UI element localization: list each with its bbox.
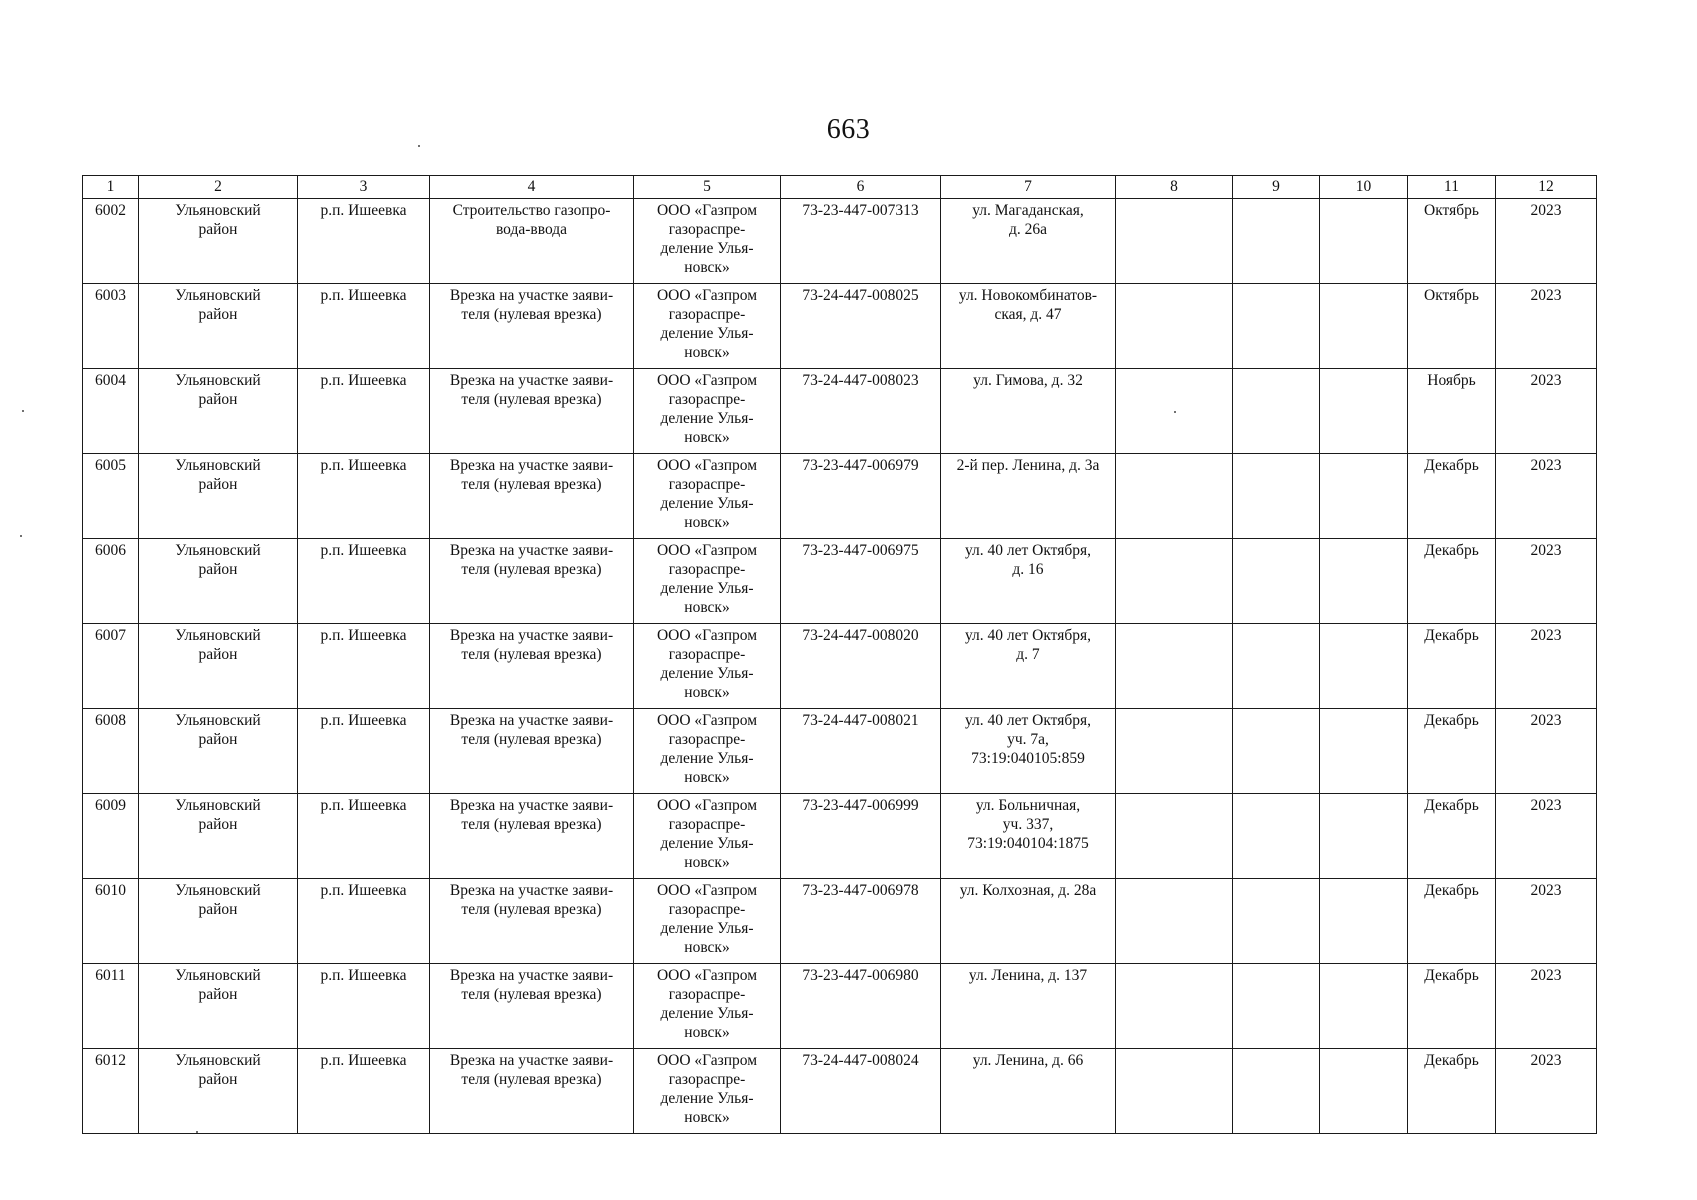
column-10-cell (1320, 284, 1408, 369)
district-cell-text: Ульяновский район (175, 967, 261, 1003)
row-number-cell-text: 6009 (95, 797, 126, 814)
row-number-cell-text: 6011 (95, 967, 126, 984)
row-number-cell-text: 6008 (95, 712, 126, 729)
locality-cell-text: р.п. Ишеевка (320, 1052, 407, 1069)
column-number-row (83, 176, 1597, 199)
object-code-cell-text: 73-24-447-008024 (802, 1052, 919, 1069)
object-code-cell (781, 709, 941, 794)
row-number-cell-text: 6003 (95, 287, 126, 304)
district-cell-text: Ульяновский район (175, 627, 261, 663)
work-type-cell-text: Врезка на участке заяви- теля (нулевая врезка) (449, 542, 614, 578)
work-type-cell (430, 879, 634, 964)
row-number-cell-text: 6006 (95, 542, 126, 559)
district-cell-text: Ульяновский район (175, 1052, 261, 1088)
year-cell-text: 2023 (1530, 967, 1562, 984)
column-8-cell (1116, 454, 1233, 539)
organization-cell-text: ООО «Газпром газораспре- деление Улья- новск» (656, 627, 758, 701)
column-8-cell (1116, 794, 1233, 879)
row-number-cell (83, 199, 139, 284)
row-number-cell (83, 454, 139, 539)
column-header: 1 (83, 176, 139, 199)
column-10-cell (1320, 879, 1408, 964)
table-body (83, 199, 1597, 1134)
column-10-cell (1320, 369, 1408, 454)
year-cell (1496, 454, 1597, 539)
work-type-cell (430, 369, 634, 454)
district-cell-text: Ульяновский район (175, 797, 261, 833)
work-type-cell-text: Врезка на участке заяви- теля (нулевая врезка) (449, 627, 614, 663)
scan-speck (20, 535, 22, 537)
column-9-cell (1233, 879, 1320, 964)
address-cell-text: ул. Магаданская, д. 26а (972, 202, 1084, 238)
district-cell-text: Ульяновский район (175, 882, 261, 918)
locality-cell (298, 964, 430, 1049)
district-cell (139, 709, 298, 794)
year-cell (1496, 369, 1597, 454)
work-type-cell-text: Врезка на участке заяви- теля (нулевая врезка) (449, 457, 614, 493)
locality-cell (298, 284, 430, 369)
month-cell-text: Октябрь (1424, 287, 1479, 304)
address-cell-text: ул. 40 лет Октября, д. 16 (964, 542, 1092, 578)
row-number-cell (83, 794, 139, 879)
district-cell-text: Ульяновский район (175, 372, 261, 408)
page-number: 663 (826, 114, 871, 145)
locality-cell (298, 709, 430, 794)
object-code-cell-text: 73-24-447-008023 (802, 372, 919, 389)
column-8-cell (1116, 879, 1233, 964)
column-9-cell (1233, 539, 1320, 624)
object-code-cell-text: 73-24-447-008025 (802, 287, 919, 304)
work-type-cell-text: Врезка на участке заяви- теля (нулевая врезка) (449, 967, 614, 1003)
year-cell-text: 2023 (1530, 287, 1562, 304)
object-code-cell-text: 73-23-447-007313 (802, 202, 919, 219)
table-row (83, 709, 1597, 794)
year-cell (1496, 199, 1597, 284)
row-number-cell-text: 6010 (95, 882, 126, 899)
object-code-cell-text: 73-24-447-008021 (802, 712, 919, 729)
column-9-cell (1233, 199, 1320, 284)
organization-cell-text: ООО «Газпром газораспре- деление Улья- новск» (656, 967, 758, 1041)
table-row (83, 284, 1597, 369)
object-code-cell (781, 794, 941, 879)
column-10-cell (1320, 964, 1408, 1049)
column-9-cell (1233, 454, 1320, 539)
year-cell-text: 2023 (1530, 202, 1562, 219)
column-header: 8 (1116, 176, 1233, 199)
organization-cell-text: ООО «Газпром газораспре- деление Улья- новск» (656, 202, 758, 276)
work-type-cell (430, 709, 634, 794)
column-9-cell (1233, 284, 1320, 369)
work-type-cell-text: Врезка на участке заяви- теля (нулевая врезка) (449, 372, 614, 408)
month-cell-text: Декабрь (1424, 797, 1479, 814)
address-cell (941, 539, 1116, 624)
address-cell (941, 1049, 1116, 1134)
organization-cell (634, 539, 781, 624)
organization-cell-text: ООО «Газпром газораспре- деление Улья- новск» (656, 542, 758, 616)
month-cell (1408, 539, 1496, 624)
district-cell (139, 964, 298, 1049)
column-8-cell (1116, 1049, 1233, 1134)
address-cell-text: ул. Больничная, уч. 337, 73:19:040104:1875 (967, 797, 1089, 852)
organization-cell (634, 1049, 781, 1134)
object-code-cell (781, 879, 941, 964)
month-cell (1408, 794, 1496, 879)
month-cell-text: Декабрь (1424, 627, 1479, 644)
organization-cell (634, 624, 781, 709)
district-cell-text: Ульяновский район (175, 202, 261, 238)
column-10-cell (1320, 539, 1408, 624)
locality-cell (298, 454, 430, 539)
object-code-cell (781, 624, 941, 709)
column-10-cell (1320, 709, 1408, 794)
year-cell (1496, 794, 1597, 879)
scan-speck (418, 145, 420, 147)
object-code-cell (781, 284, 941, 369)
column-header: 2 (139, 176, 298, 199)
work-type-cell-text: Врезка на участке заяви- теля (нулевая врезка) (449, 1052, 614, 1088)
table-row (83, 199, 1597, 284)
address-cell (941, 369, 1116, 454)
month-cell (1408, 1049, 1496, 1134)
year-cell-text: 2023 (1530, 457, 1562, 474)
row-number-cell (83, 964, 139, 1049)
organization-cell (634, 879, 781, 964)
scan-speck (196, 1131, 198, 1133)
district-cell-text: Ульяновский район (175, 542, 261, 578)
object-code-cell (781, 454, 941, 539)
work-type-cell (430, 624, 634, 709)
organization-cell (634, 284, 781, 369)
month-cell-text: Декабрь (1424, 542, 1479, 559)
row-number-cell (83, 539, 139, 624)
scan-speck (22, 410, 24, 412)
row-number-cell (83, 369, 139, 454)
object-code-cell-text: 73-23-447-006999 (802, 797, 919, 814)
address-cell (941, 964, 1116, 1049)
column-9-cell (1233, 964, 1320, 1049)
table-row (83, 624, 1597, 709)
object-code-cell-text: 73-23-447-006979 (802, 457, 919, 474)
locality-cell-text: р.п. Ишеевка (320, 882, 407, 899)
district-cell (139, 199, 298, 284)
address-cell (941, 284, 1116, 369)
work-type-cell (430, 454, 634, 539)
month-cell-text: Октябрь (1424, 202, 1479, 219)
organization-cell (634, 964, 781, 1049)
month-cell (1408, 454, 1496, 539)
column-8-cell (1116, 539, 1233, 624)
locality-cell-text: р.п. Ишеевка (320, 542, 407, 559)
district-cell (139, 284, 298, 369)
year-cell (1496, 1049, 1597, 1134)
object-code-cell (781, 369, 941, 454)
address-cell-text: 2-й пер. Ленина, д. 3а (956, 457, 1100, 474)
address-cell-text: ул. Ленина, д. 66 (972, 1052, 1084, 1069)
scan-speck (1174, 411, 1176, 413)
district-cell-text: Ульяновский район (175, 287, 261, 323)
locality-cell-text: р.п. Ишеевка (320, 797, 407, 814)
month-cell-text: Ноябрь (1427, 372, 1476, 389)
object-code-cell-text: 73-23-447-006978 (802, 882, 919, 899)
work-type-cell-text: Врезка на участке заяви- теля (нулевая врезка) (449, 797, 614, 833)
column-header: 7 (941, 176, 1116, 199)
locality-cell-text: р.п. Ишеевка (320, 627, 407, 644)
row-number-cell (83, 624, 139, 709)
locality-cell-text: р.п. Ишеевка (320, 287, 407, 304)
year-cell-text: 2023 (1530, 1052, 1562, 1069)
column-header: 10 (1320, 176, 1408, 199)
row-number-cell (83, 879, 139, 964)
year-cell (1496, 284, 1597, 369)
month-cell (1408, 624, 1496, 709)
year-cell-text: 2023 (1530, 882, 1562, 899)
column-9-cell (1233, 1049, 1320, 1134)
organization-cell (634, 709, 781, 794)
column-10-cell (1320, 199, 1408, 284)
district-cell (139, 1049, 298, 1134)
address-cell (941, 709, 1116, 794)
district-cell (139, 794, 298, 879)
locality-cell (298, 1049, 430, 1134)
column-10-cell (1320, 454, 1408, 539)
organization-cell-text: ООО «Газпром газораспре- деление Улья- новск» (656, 457, 758, 531)
year-cell-text: 2023 (1530, 797, 1562, 814)
row-number-cell (83, 1049, 139, 1134)
object-code-cell (781, 1049, 941, 1134)
register-table (82, 175, 1597, 1134)
column-header: 3 (298, 176, 430, 199)
organization-cell-text: ООО «Газпром газораспре- деление Улья- новск» (656, 372, 758, 446)
column-8-cell (1116, 199, 1233, 284)
work-type-cell-text: Строительство газопро- вода-ввода (452, 202, 611, 238)
column-8-cell (1116, 709, 1233, 794)
organization-cell-text: ООО «Газпром газораспре- деление Улья- новск» (656, 1052, 758, 1126)
organization-cell (634, 199, 781, 284)
work-type-cell (430, 794, 634, 879)
address-cell (941, 624, 1116, 709)
month-cell-text: Декабрь (1424, 882, 1479, 899)
work-type-cell (430, 284, 634, 369)
locality-cell (298, 539, 430, 624)
row-number-cell-text: 6012 (95, 1052, 126, 1069)
year-cell (1496, 964, 1597, 1049)
locality-cell-text: р.п. Ишеевка (320, 712, 407, 729)
object-code-cell-text: 73-23-447-006975 (802, 542, 919, 559)
row-number-cell (83, 709, 139, 794)
column-9-cell (1233, 794, 1320, 879)
organization-cell-text: ООО «Газпром газораспре- деление Улья- новск» (656, 882, 758, 956)
year-cell-text: 2023 (1530, 372, 1562, 389)
district-cell-text: Ульяновский район (175, 457, 261, 493)
address-cell-text: ул. Новокомбинатов- ская, д. 47 (958, 287, 1098, 323)
address-cell-text: ул. Колхозная, д. 28а (959, 882, 1097, 899)
work-type-cell (430, 964, 634, 1049)
address-cell (941, 454, 1116, 539)
row-number-cell (83, 284, 139, 369)
month-cell-text: Декабрь (1424, 712, 1479, 729)
work-type-cell (430, 199, 634, 284)
address-cell-text: ул. Гимова, д. 32 (973, 372, 1083, 389)
column-header: 11 (1408, 176, 1496, 199)
column-header: 12 (1496, 176, 1597, 199)
month-cell-text: Декабрь (1424, 457, 1479, 474)
object-code-cell-text: 73-24-447-008020 (802, 627, 919, 644)
locality-cell (298, 794, 430, 879)
month-cell (1408, 284, 1496, 369)
district-cell (139, 539, 298, 624)
organization-cell (634, 454, 781, 539)
table-row (83, 539, 1597, 624)
object-code-cell-text: 73-23-447-006980 (802, 967, 919, 984)
column-9-cell (1233, 369, 1320, 454)
year-cell (1496, 539, 1597, 624)
locality-cell (298, 879, 430, 964)
locality-cell-text: р.п. Ишеевка (320, 967, 407, 984)
address-cell-text: ул. 40 лет Октября, д. 7 (964, 627, 1092, 663)
table-row (83, 879, 1597, 964)
table-row (83, 964, 1597, 1049)
address-cell (941, 794, 1116, 879)
object-code-cell (781, 199, 941, 284)
month-cell-text: Декабрь (1424, 1052, 1479, 1069)
row-number-cell-text: 6002 (95, 202, 126, 219)
work-type-cell (430, 539, 634, 624)
row-number-cell-text: 6005 (95, 457, 126, 474)
organization-cell-text: ООО «Газпром газораспре- деление Улья- новск» (656, 712, 758, 786)
month-cell (1408, 199, 1496, 284)
year-cell-text: 2023 (1530, 712, 1562, 729)
work-type-cell-text: Врезка на участке заяви- теля (нулевая врезка) (449, 712, 614, 748)
object-code-cell (781, 964, 941, 1049)
district-cell-text: Ульяновский район (175, 712, 261, 748)
address-cell-text: ул. Ленина, д. 137 (968, 967, 1088, 984)
address-cell (941, 199, 1116, 284)
table-row (83, 454, 1597, 539)
organization-cell (634, 369, 781, 454)
year-cell-text: 2023 (1530, 627, 1562, 644)
column-8-cell (1116, 964, 1233, 1049)
month-cell (1408, 964, 1496, 1049)
table-row (83, 369, 1597, 454)
month-cell (1408, 879, 1496, 964)
column-10-cell (1320, 624, 1408, 709)
locality-cell (298, 199, 430, 284)
district-cell (139, 369, 298, 454)
organization-cell (634, 794, 781, 879)
month-cell (1408, 369, 1496, 454)
column-8-cell (1116, 284, 1233, 369)
year-cell (1496, 624, 1597, 709)
district-cell (139, 624, 298, 709)
address-cell-text: ул. 40 лет Октября, уч. 7а, 73:19:040105:859 (964, 712, 1092, 767)
organization-cell-text: ООО «Газпром газораспре- деление Улья- новск» (656, 797, 758, 871)
column-10-cell (1320, 1049, 1408, 1134)
locality-cell-text: р.п. Ишеевка (320, 457, 407, 474)
district-cell (139, 454, 298, 539)
column-9-cell (1233, 709, 1320, 794)
row-number-cell-text: 6007 (95, 627, 126, 644)
table-row (83, 794, 1597, 879)
locality-cell (298, 369, 430, 454)
month-cell-text: Декабрь (1424, 967, 1479, 984)
row-number-cell-text: 6004 (95, 372, 126, 389)
column-header: 9 (1233, 176, 1320, 199)
organization-cell-text: ООО «Газпром газораспре- деление Улья- новск» (656, 287, 758, 361)
address-cell (941, 879, 1116, 964)
locality-cell-text: р.п. Ишеевка (320, 372, 407, 389)
year-cell-text: 2023 (1530, 542, 1562, 559)
object-code-cell (781, 539, 941, 624)
column-9-cell (1233, 624, 1320, 709)
locality-cell-text: р.п. Ишеевка (320, 202, 407, 219)
work-type-cell-text: Врезка на участке заяви- теля (нулевая врезка) (449, 882, 614, 918)
column-header: 4 (430, 176, 634, 199)
locality-cell (298, 624, 430, 709)
year-cell (1496, 709, 1597, 794)
year-cell (1496, 879, 1597, 964)
month-cell (1408, 709, 1496, 794)
work-type-cell-text: Врезка на участке заяви- теля (нулевая врезка) (449, 287, 614, 323)
table-row (83, 1049, 1597, 1134)
work-type-cell (430, 1049, 634, 1134)
column-10-cell (1320, 794, 1408, 879)
column-8-cell (1116, 624, 1233, 709)
column-header: 6 (781, 176, 941, 199)
column-header: 5 (634, 176, 781, 199)
district-cell (139, 879, 298, 964)
